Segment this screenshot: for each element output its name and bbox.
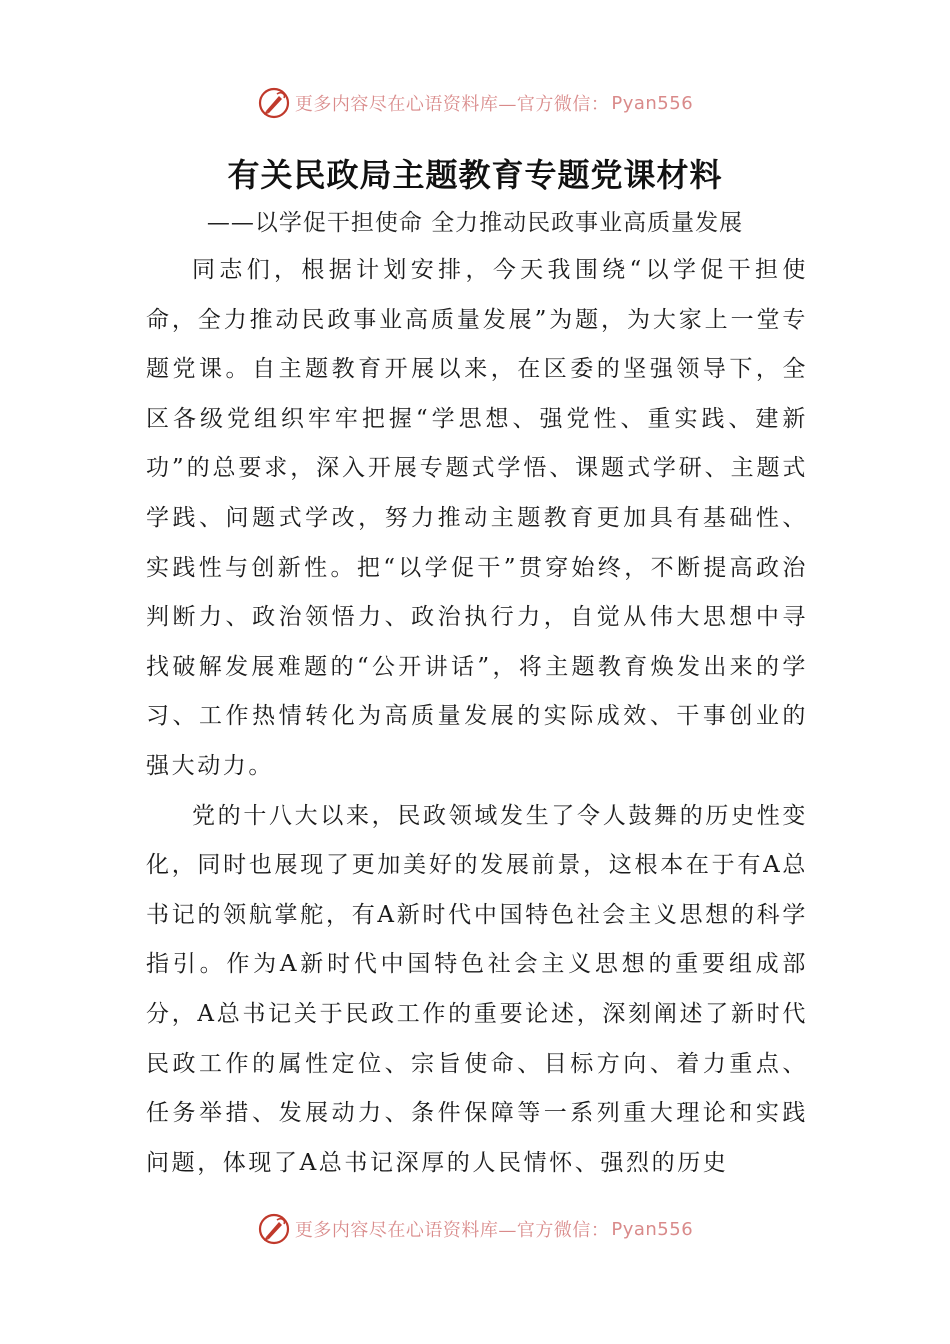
- watermark-text: 更多内容尽在心语资料库—官方微信：: [294, 94, 610, 115]
- pen-logo-icon: [257, 86, 291, 120]
- document-subtitle: ——以学促干担使命 全力推动民政事业高质量发展: [206, 210, 744, 236]
- watermark-text: 更多内容尽在心语资料库—官方微信：: [294, 1220, 610, 1241]
- document-title: 有关民政局主题教育专题党课材料: [227, 156, 723, 194]
- pen-logo-icon: [257, 1212, 291, 1246]
- paragraph: 同志们，根据计划安排，今天我围绕“以学促干担使命，全力推动民政事业高质量发展”为题，为大家上一堂专题党课。自主题教育开展以来，在区委的坚强领导下，全区各级党组织牢牢把握“学思想、强党性、重实践、建新功”的总要求，深入开展专题式学悟、课题式学研、主题式学践、问题式学改，努力推动主题教育更加具有基础性、实践性与创新性。把“以学促干”贯穿始终，不断提高政治判断力、政治领悟力、政治执行力，自觉从伟大思想中寻找破解发展难题的“公开讲话”，将主题教育焕发出来的学习、工作热情转化为高质量发展的实际成效、干事创业的强大动力。: [146, 257, 808, 779]
- footer-watermark: [0, 1212, 950, 1246]
- watermark-wechat-id: Pyan556: [611, 92, 694, 114]
- document-body: [146, 246, 808, 1188]
- watermark-wechat-id: Pyan556: [611, 1218, 694, 1240]
- header-watermark: [0, 86, 950, 120]
- paragraph: 党的十八大以来，民政领域发生了令人鼓舞的历史性变化，同时也展现了更加美好的发展前景，这根本在于有A总书记的领航掌舵，有A新时代中国特色社会主义思想的科学指引。作为A新时代中国特色社会主义思想的重要组成部分，A总书记关于民政工作的重要论述，深刻阐述了新时代民政工作的属性定位、宗旨使命、目标方向、着力重点、任务举措、发展动力、条件保障等一系列重大理论和实践问题，体现了A总书记深厚的人民情怀、强烈的历史: [146, 802, 808, 1176]
